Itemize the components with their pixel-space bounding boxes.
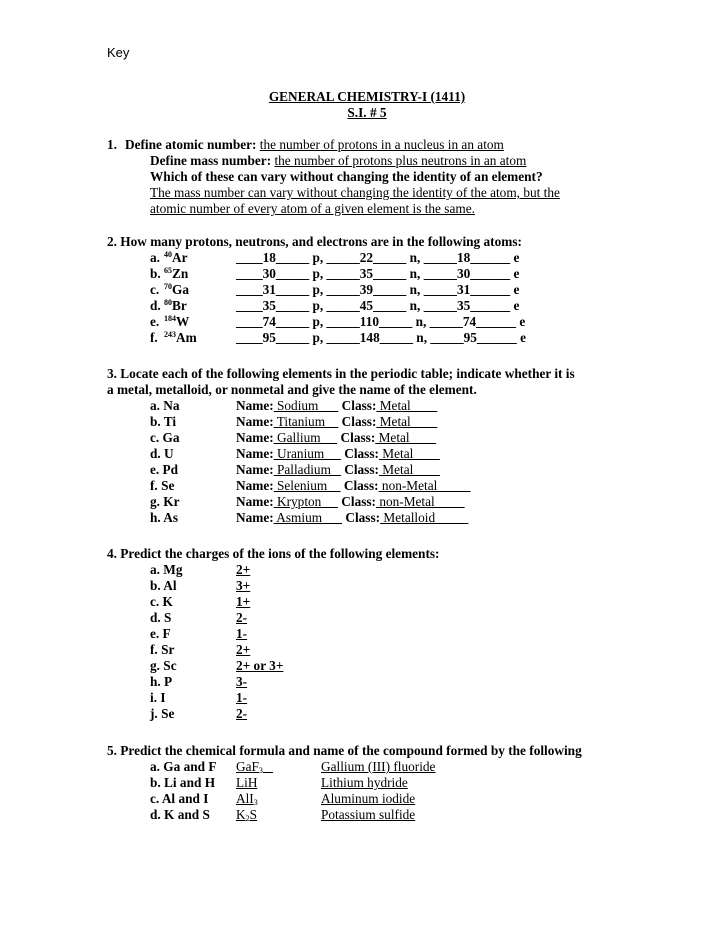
- q2-row-protons-unit: p,: [312, 266, 324, 281]
- q2-row-electrons: _____31______: [423, 282, 511, 297]
- q3-row-answers: [236, 446, 440, 462]
- q5-row-compound-name: Gallium (III) fluoride: [321, 759, 436, 774]
- q2-row-neutrons: _____22_____: [326, 250, 407, 265]
- q4-row-charge: 2-: [236, 706, 248, 721]
- q2-row-electrons-unit: e: [519, 314, 526, 329]
- q3-row-element: g. Kr: [150, 494, 180, 509]
- q3-row-class-label: Class:: [344, 462, 379, 477]
- q4-row-element: d. S: [150, 610, 172, 625]
- q2-row-symbol: Ga: [172, 282, 189, 297]
- q2-row-electrons-unit: e: [513, 282, 520, 297]
- q4-row-charge: 2+: [236, 642, 251, 657]
- q2-heading: 2. How many protons, neutrons, and electrons are in the following atoms:: [107, 234, 522, 249]
- q2-row-neutrons-unit: n,: [416, 330, 428, 345]
- q2-row-letter: a.: [150, 250, 160, 265]
- q4-row-charge: 2-: [236, 610, 248, 625]
- q2-row-letter: c.: [150, 282, 160, 297]
- q2-row-protons-unit: p,: [312, 298, 324, 313]
- q3-row-name-label: Name:: [236, 430, 274, 445]
- q3-row-class-label: Class:: [345, 510, 381, 525]
- q3-row-class: Metal: [375, 430, 437, 445]
- q3-row-answers: [236, 414, 437, 430]
- q3-row-class: Metal: [376, 398, 438, 413]
- q2-row-symbol: Br: [172, 298, 187, 313]
- q2-row-protons-unit: p,: [312, 282, 324, 297]
- q3-row-name: Uranium: [273, 446, 341, 461]
- q2-row-answers: [236, 266, 519, 282]
- q2-row-protons: ____31_____: [236, 282, 310, 297]
- q5-row-formula-main: AlI: [236, 791, 254, 806]
- q1-answer-identity-line2: atomic number of every atom of a given element is the same.: [150, 201, 475, 216]
- q4-row-charge: 2+ or 3+: [236, 658, 284, 673]
- q3-row-answers: [236, 510, 468, 526]
- q2-row-neutrons: _____148_____: [326, 330, 413, 345]
- q2-row-mass-number: 80: [164, 298, 172, 307]
- q5-row-compound-name: Aluminum iodide: [321, 791, 416, 806]
- q2-row-neutrons: _____39_____: [326, 282, 407, 297]
- q3-row-name: Selenium: [273, 478, 341, 493]
- q4-heading: 4. Predict the charges of the ions of the following elements:: [107, 546, 440, 561]
- q4-row-element: g. Sc: [150, 658, 177, 673]
- q2-row-answers: [236, 330, 526, 346]
- q1-number: 1.: [107, 137, 117, 152]
- q2-row-answers: [236, 282, 519, 298]
- q3-row-class: Metalloid: [380, 510, 469, 525]
- q5-row-compound-name: Lithium hydride: [321, 775, 408, 790]
- q2-row-letter: d.: [150, 298, 161, 313]
- page-header-key: Key: [107, 45, 130, 60]
- q3-row-answers: [236, 478, 471, 494]
- q4-row-element: f. Sr: [150, 642, 175, 657]
- q2-row-answers: [236, 298, 519, 314]
- q5-row-elements: b. Li and H: [150, 775, 216, 790]
- q2-row-mass-number: 40: [164, 250, 172, 259]
- q2-row-answers: [236, 314, 525, 330]
- q2-row-protons: ____30_____: [236, 266, 310, 281]
- q3-row-class-label: Class:: [341, 494, 376, 509]
- q2-row-neutrons: _____110_____: [326, 314, 413, 329]
- q3-row-name-label: Name:: [236, 510, 274, 525]
- q2-row-symbol: Ar: [172, 250, 188, 265]
- q5-row-elements: d. K and S: [150, 807, 210, 822]
- q3-row-name: Gallium: [273, 430, 338, 445]
- q4-row-charge: 1-: [236, 690, 248, 705]
- q3-row-element: h. As: [150, 510, 179, 525]
- q3-row-class: Metal: [378, 462, 440, 477]
- q2-row-protons: ____35_____: [236, 298, 310, 313]
- q3-row-answers: [236, 398, 437, 414]
- q2-row-protons-unit: p,: [312, 330, 324, 345]
- q2-row-protons-unit: p,: [312, 250, 324, 265]
- q2-row-electrons: _____74______: [429, 314, 517, 329]
- q2-row-neutrons-unit: n,: [409, 250, 421, 265]
- q2-row-symbol: W: [176, 314, 190, 329]
- q5-row-formula-subscript: 3: [258, 766, 263, 775]
- q1-answer-atomic-number: the number of protons in a nucleus in an atom: [259, 137, 504, 152]
- q3-row-name: Titanium: [273, 414, 339, 429]
- q2-row-letter: b.: [150, 266, 161, 281]
- q2-row-mass-number: 65: [164, 266, 172, 275]
- q3-row-answers: [236, 462, 440, 478]
- q2-row-electrons: _____30______: [423, 266, 511, 281]
- q5-heading: 5. Predict the chemical formula and name of the compound formed by the following: [107, 743, 582, 758]
- q3-heading-line1: 3. Locate each of the following elements in the periodic table; indicate whether it is: [107, 366, 575, 381]
- q2-row-electrons-unit: e: [513, 250, 520, 265]
- q1-answer-identity-line1: The mass number can vary without changing the identity of the atom, but the: [150, 185, 560, 200]
- q2-row-letter: e.: [150, 314, 160, 329]
- q5-row-formula-subscript: 2: [245, 814, 250, 823]
- q3-heading-line2: a metal, metalloid, or nonmetal and give the name of the element.: [107, 382, 477, 397]
- q2-row-answers: [236, 250, 519, 266]
- q2-row-neutrons-unit: n,: [409, 266, 421, 281]
- q2-row-isotope: [164, 330, 197, 346]
- q2-row-neutrons-unit: n,: [415, 314, 427, 329]
- q4-row-charge: 2+: [236, 562, 251, 577]
- q1-line1: [125, 137, 504, 153]
- q2-row-neutrons: _____45_____: [326, 298, 407, 313]
- q3-row-name: Krypton: [273, 494, 338, 509]
- q3-row-name-label: Name:: [236, 494, 274, 509]
- q5-row-formula-tail: [263, 759, 273, 774]
- q3-row-answers: [236, 494, 465, 510]
- q4-row-element: i. I: [150, 690, 166, 705]
- q3-row-name-label: Name:: [236, 478, 274, 493]
- q2-row-isotope: [164, 298, 187, 314]
- q2-row-neutrons-unit: n,: [409, 282, 421, 297]
- q1-label-atomic-number: Define atomic number:: [125, 137, 257, 152]
- q2-row-letter: f.: [150, 330, 158, 345]
- q3-row-element: c. Ga: [150, 430, 180, 445]
- q4-row-charge: 3-: [236, 674, 248, 689]
- q3-row-element: b. Ti: [150, 414, 177, 429]
- q4-row-element: h. P: [150, 674, 173, 689]
- q2-row-mass-number: 70: [164, 282, 172, 291]
- q3-row-element: d. U: [150, 446, 174, 461]
- q2-row-protons-unit: p,: [312, 314, 324, 329]
- q5-row-elements: a. Ga and F: [150, 759, 217, 774]
- q2-row-protons: ____95_____: [236, 330, 310, 345]
- q5-row-formula-subscript: 3: [253, 798, 258, 807]
- q2-row-isotope: [164, 282, 189, 298]
- q4-row-element: c. K: [150, 594, 173, 609]
- q2-row-electrons-unit: e: [520, 330, 527, 345]
- q4-row-charge: 1-: [236, 626, 248, 641]
- q3-row-name-label: Name:: [236, 462, 274, 477]
- q3-row-name: Sodium: [273, 398, 339, 413]
- q1-label-mass-number: Define mass number:: [150, 153, 272, 168]
- q2-row-isotope: [164, 266, 188, 282]
- q3-row-class: Metal: [376, 414, 438, 429]
- q5-row-formula-tail: S: [249, 807, 258, 822]
- q1-line2: [150, 153, 526, 169]
- q3-row-class-label: Class:: [341, 398, 377, 413]
- q3-row-class: Metal: [378, 446, 440, 461]
- q2-row-neutrons-unit: n,: [409, 298, 421, 313]
- q2-row-electrons-unit: e: [513, 298, 520, 313]
- document-subtitle: S.I. # 5: [347, 105, 387, 120]
- q3-row-class: non-Metal: [376, 494, 465, 509]
- q3-row-class-label: Class:: [341, 414, 377, 429]
- q3-row-name-label: Name:: [236, 414, 274, 429]
- q2-row-isotope: [164, 314, 189, 330]
- q2-row-mass-number: 184: [164, 314, 176, 323]
- q3-row-element: e. Pd: [150, 462, 179, 477]
- q1-answer-mass-number: the number of protons plus neutrons in an atom: [274, 153, 527, 168]
- q3-row-element: a. Na: [150, 398, 180, 413]
- q2-row-electrons-unit: e: [513, 266, 520, 281]
- q3-row-element: f. Se: [150, 478, 175, 493]
- q3-row-class-label: Class:: [340, 430, 376, 445]
- q4-row-charge: 3+: [236, 578, 251, 593]
- q3-row-answers: [236, 430, 436, 446]
- q5-row-formula: [236, 775, 257, 791]
- q2-row-electrons: _____18______: [423, 250, 511, 265]
- q5-row-compound-name: Potassium sulfide: [321, 807, 416, 822]
- q5-row-formula: [236, 759, 273, 775]
- document-title: GENERAL CHEMISTRY-I (1411): [268, 89, 466, 104]
- q2-row-mass-number: 243: [164, 330, 176, 339]
- q2-row-symbol: Am: [176, 330, 197, 345]
- q5-row-elements: c. Al and I: [150, 791, 209, 806]
- q3-row-class: non-Metal: [378, 478, 471, 493]
- q4-row-charge: 1+: [236, 594, 251, 609]
- q5-row-formula: [236, 807, 257, 823]
- q3-row-class-label: Class:: [344, 446, 379, 461]
- q2-row-neutrons: _____35_____: [326, 266, 407, 281]
- q2-row-electrons: _____35______: [423, 298, 511, 313]
- q3-row-name-label: Name:: [236, 446, 274, 461]
- q5-row-formula: [236, 791, 258, 807]
- q3-row-class-label: Class:: [343, 478, 379, 493]
- q4-row-element: b. Al: [150, 578, 177, 593]
- q2-row-symbol: Zn: [172, 266, 189, 281]
- q2-row-isotope: [164, 250, 188, 266]
- q5-row-formula-main: LiH: [236, 775, 258, 790]
- q3-row-name: Asmium: [273, 510, 343, 525]
- q5-row-formula-main: K: [236, 807, 246, 822]
- q2-row-protons: ____74_____: [236, 314, 310, 329]
- q2-row-electrons: _____95______: [430, 330, 517, 345]
- q1-question-identity: Which of these can vary without changing the identity of an element?: [150, 169, 543, 184]
- q4-row-element: a. Mg: [150, 562, 183, 577]
- q3-row-name-label: Name:: [236, 398, 274, 413]
- q4-row-element: j. Se: [150, 706, 175, 721]
- q3-row-name: Palladium: [273, 462, 341, 477]
- q2-row-protons: ____18_____: [236, 250, 310, 265]
- q5-row-formula-main: GaF: [236, 759, 259, 774]
- q4-row-element: e. F: [150, 626, 171, 641]
